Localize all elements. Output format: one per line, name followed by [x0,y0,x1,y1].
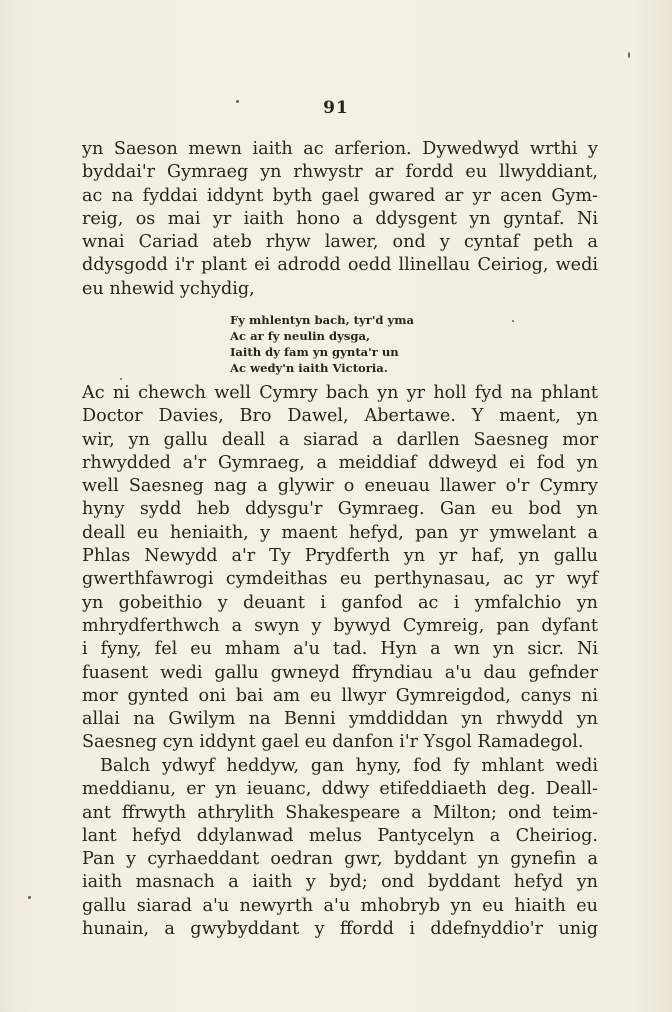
text-line: mhrydferthwch a swyn y bywyd Cymreig, pan dyfant [82,615,598,636]
verse-quotation [230,312,414,376]
text-line: eu nhewid ychydig, [82,278,255,299]
text-line: wnai Cariad ateb rhyw lawer, ond y cyntaf peth a [82,232,598,253]
text-line: deall eu heniaith, y maent hefyd, pan yr ymwelant a [82,522,598,543]
text-line: Pan y cyrhaeddant oedran gwr, byddant yn gynefin a [82,849,598,870]
text-line: allai na Gwilym na Benni ymddiddan yn rhwydd yn [82,709,598,730]
text-line: ant ffrwyth athrylith Shakespeare a Milton; ond teim- [82,802,598,823]
text-line: mor gynted oni bai am eu llwyr Gymreigdod, canys ni [82,685,598,706]
text-line: wir, yn gallu deall a siarad a darllen Saesneg mor [82,429,598,450]
text-line: Ac ni chewch well Cymry bach yn yr holl fyd na phlant [82,383,598,403]
text-line: Doctor Davies, Bro Dawel, Abertawe. Y maent, yn [82,406,598,427]
text-line: hunain, a gwybyddant y ffordd i ddefnyddio'r unig [82,919,598,940]
text-line: iaith masnach a iaith y byd; ond byddant hefyd yn [82,872,598,893]
paragraph-1 [82,138,598,301]
text-line: ac na fyddai iddynt byth gael gwared ar yr acen Gym- [82,185,598,206]
text-line: Balch ydwyf heddyw, gan hyny, fod fy mhlant wedi [100,756,598,776]
paragraph-2 [82,382,598,755]
text-line: byddai'r Gymraeg yn rhwystr ar fordd eu llwyddiant, [82,162,598,183]
text-line: hyny sydd heb ddysgu'r Gymraeg. Gan eu bod yn [82,499,598,520]
verse-line: Ac ar fy neulin dysga, [230,329,371,343]
paper-speck [628,52,630,58]
text-line: meddianu, er yn ieuanc, ddwy etifeddiaeth deg. Deall- [82,779,598,800]
text-line: lant hefyd ddylanwad melus Pantycelyn a Cheiriog. [82,825,598,846]
text-line: Phlas Newydd a'r Ty Prydferth yn yr haf, yn gallu [82,546,598,567]
text-line: i fyny, fel eu mham a'u tad. Hyn a wn yn sicr. Ni [82,639,598,660]
verse-line: Iaith dy fam yn gynta'r un [230,345,399,359]
text-line: rhwydded a'r Gymraeg, a meiddiaf ddweyd ei fod yn [82,452,598,473]
text-line: yn gobeithio y deuant i ganfod ac i ymfalchio yn [82,592,598,613]
paragraph-3 [82,755,598,941]
paper-speck [512,320,514,322]
text-line: ddysgodd i'r plant ei adrodd oedd llinellau Ceiriog, wedi [82,255,598,276]
paper-speck [28,896,31,899]
text-line: fuasent wedi gallu gwneyd ffryndiau a'u dau gefnder [82,662,598,683]
text-line: Saesneg cyn iddynt gael eu danfon i'r Ysgol Ramadegol. [82,732,584,753]
text-line: yn Saeson mewn iaith ac arferion. Dywedwyd wrthi y [82,139,598,159]
text-line: well Saesneg nag a glywir o eneuau llawer o'r Cymry [82,476,598,497]
page-number: 91 [323,98,349,118]
paper-speck [120,378,122,380]
text-line: gwerthfawrogi cymdeithas eu perthynasau, ac yr wyf [82,569,598,590]
text-line: gallu siarad a'u newyrth a'u mhobryb yn eu hiaith eu [82,895,598,916]
verse-line: Ac wedy'n iaith Victoria. [230,361,388,375]
verse-line: Fy mhlentyn bach, tyr'd yma [230,313,415,327]
text-line: reig, os mai yr iaith hono a ddysgent yn gyntaf. Ni [82,208,598,229]
